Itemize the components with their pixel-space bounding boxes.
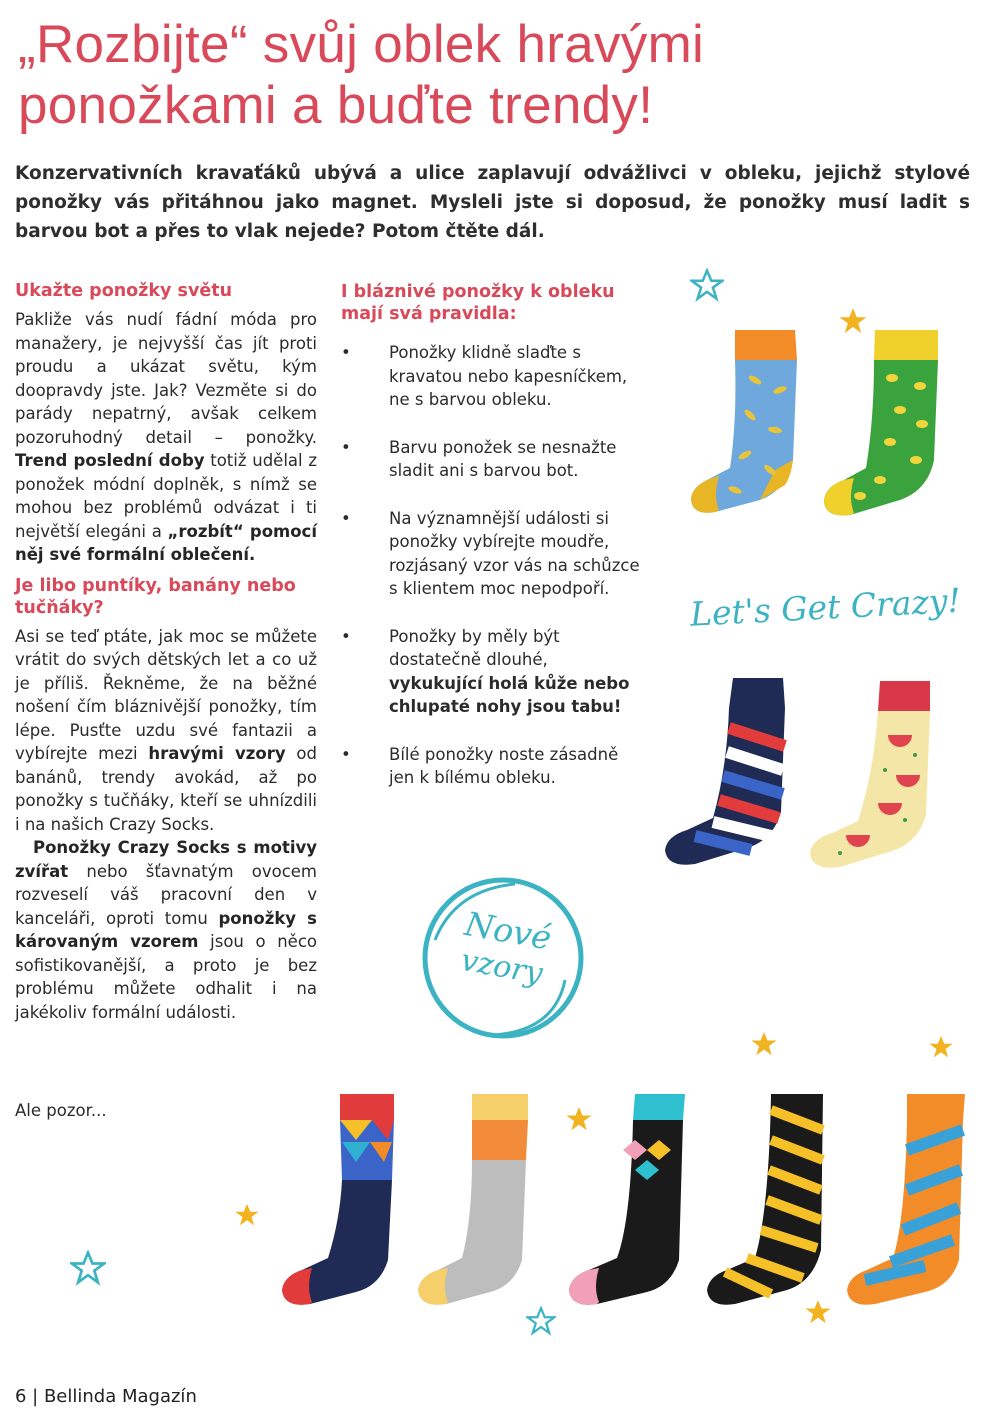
banana-sock-icon [675,320,825,530]
star-icon [928,1030,954,1064]
star-icon [690,268,724,302]
bullet-icon: • [341,343,351,362]
star-icon [70,1250,106,1286]
heading-show-socks: Ukažte ponožky světu [15,281,233,301]
orange-blue-sock-icon [835,1090,975,1320]
list-item: • Na významnější události si ponožky vybírejte moudře, rozjásaný vzor vás na schůzce s klientem moc nepodpoří. [341,508,640,598]
rules-column [341,281,641,814]
bullet-icon: • [341,437,351,457]
watermelon-sock-icon [800,675,950,885]
star-icon [565,1105,593,1133]
star-icon [234,1202,260,1228]
lead-paragraph: Konzervativních kravaťáků ubývá a ulice zaplavují odvážlivci v obleku, jejichž stylové ponožky vás přitáhnou jako magnet. Mysleli jste si doposud, že ponožky musí ladit s barvou bot a přes to vlak nejede? Potom čtěte dál. [15,163,970,242]
star-icon [804,1298,832,1326]
paragraph-patterns: Asi se teď ptáte, jak moc se můžete vrátit do svých dětských let a co už je příliš. Řekněme, že na běžné nošení čím bláznivější ponožky, tím lépe. Pusťte uzdu své fantazii a vybírejte mezi hravými vzory od banánů, trendy avokád, až po ponožky s tučňáky, kteří se uhnízdili i na našich Crazy Socks. [15,626,317,834]
grey-argyle-sock-icon [410,1090,550,1320]
list-item: • Ponožky by měly být dostatečně dlouhé, vykukující holá kůže nebo chlupaté nohy jsou tabu! [341,626,630,716]
rules-list [341,341,641,790]
paragraph-fashion: Pakliže vás nudí fádní móda pro manažery, je nejvyšší čas jít proti proudu a ukázat světu, kým doopravdy jste. Jak? Vezměte si do parády nepatrný, avšak celkem pozoruhodný detail – ponožky. Trend poslední doby totiž udělal z ponožek módní doplněk, s nímž se mohou bez problémů odvázat i ti největší elegáni a „rozbít“ pomocí něj své formální oblečení. [15,310,317,564]
bullet-icon: • [341,744,351,764]
yellow-striped-sock-icon [695,1090,835,1320]
list-item: • Ponožky klidně slaďte s kravatou nebo kapesníčkem, ne s barvou obleku. [341,343,628,409]
paragraph-crazy-socks: Ponožky Crazy Socks s motivy zvířat nebo šťavnatým ovocem rozveselí váš pracovní den v kanceláři, oproti tomu ponožky s károvaným vzorem jsou o něco sofistikovanější, a proto je bez problému můžete odhalit i na jakékoliv formální události. [15,838,317,1022]
lemon-sock-icon [810,320,960,530]
list-item: • Bílé ponožky noste zásadně jen k bílému obleku. [341,744,619,787]
bullet-icon: • [341,626,351,646]
page-footer: 6 | Bellinda Magazín [15,1386,197,1407]
striped-sock-icon [655,672,805,882]
harlequin-sock-icon [270,1090,410,1320]
star-icon [526,1306,556,1336]
list-item: • Barvu ponožek se nesnažte sladit ani s barvou bot. [341,437,617,480]
page-title: „Rozbijte“ svůj oblek hravými ponožkami a buďte trendy! [18,15,705,135]
star-icon [750,1030,778,1058]
bullet-icon: • [341,508,351,528]
left-column [15,280,317,1024]
closing-line: Ale pozor... [15,1101,107,1120]
star-icon [838,306,868,336]
lets-get-crazy-script: Let's Get Crazy! [689,580,962,634]
heading-rules: I bláznivé ponožky k obleku mají svá pravidla: [341,282,615,324]
new-patterns-label: Nové vzory [458,904,555,992]
heading-patterns: Je libo puntíky, banány nebo tučňáky? [15,575,296,618]
